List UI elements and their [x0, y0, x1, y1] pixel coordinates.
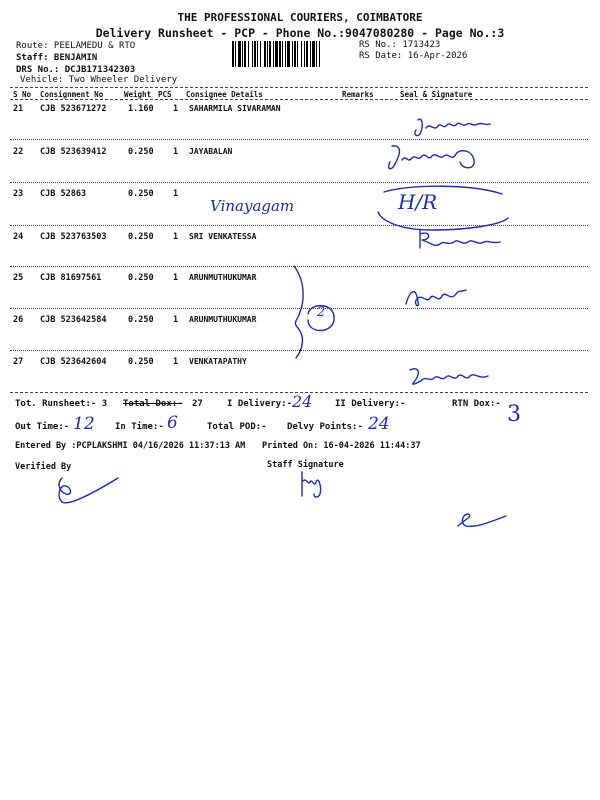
row-weight: 0.250	[128, 147, 154, 157]
row-weight: 0.250	[128, 273, 154, 283]
row-consignment: CJB 52863	[40, 189, 87, 199]
printed-on: Printed On: 16-04-2026 11:44:37	[262, 441, 421, 451]
runsheet-subtitle: Delivery Runsheet - PCP - Phone No.:9047080280 - Page No.:3	[95, 26, 505, 40]
row-consignment: CJB 523642584	[40, 315, 107, 325]
signature-row22	[382, 140, 482, 180]
rs-date: RS Date: 16-Apr-2026	[359, 51, 468, 61]
staff-label: Staff: BENJAMIN	[16, 53, 98, 63]
bracket-rows-25-27	[258, 262, 338, 362]
verified-by-label: Verified By	[15, 462, 72, 472]
route-label: Route: PEELAMEDU & RTO	[16, 41, 136, 51]
row-weight: 0.250	[128, 189, 154, 199]
row-pcs: 1	[173, 147, 179, 157]
col-consignment: Consignment No	[40, 90, 104, 99]
row-sno: 25	[13, 273, 24, 283]
delvy-points-value: 24	[368, 414, 390, 434]
out-time-label: Out Time:-	[15, 422, 70, 432]
handwritten-circled-count: 2	[317, 305, 326, 320]
verified-by-signature	[52, 470, 122, 508]
row-consignment: CJB 81697561	[40, 273, 102, 283]
col-weight: Weight	[124, 90, 152, 99]
row-pcs: 1	[173, 189, 179, 199]
in-time-value: 6	[167, 413, 178, 433]
header-top-rule	[10, 87, 588, 88]
row-weight: 1.160	[128, 104, 154, 114]
row-consignment: CJB 523671272	[40, 104, 107, 114]
in-time-label: In Time:-	[115, 422, 164, 432]
row-pcs: 1	[173, 315, 179, 325]
row-consignment: CJB 523642604	[40, 357, 107, 367]
col-seal-signature: Seal & Signature	[400, 90, 473, 99]
row-pcs: 1	[173, 357, 179, 367]
row-consignee: SAHARMILA SIVARAMAN	[189, 104, 281, 113]
signature-row21	[410, 112, 500, 142]
row-sno: 26	[13, 315, 24, 325]
row-consignee: ARUNMUTHUKUMAR	[189, 273, 257, 282]
total-dox-value: 27	[192, 399, 203, 409]
company-title: THE PROFESSIONAL COURIERS, COIMBATORE	[177, 11, 423, 24]
row-weight: 0.250	[128, 232, 154, 242]
ii-delivery-label: II Delivery:-	[335, 399, 406, 409]
row-sno: 22	[13, 147, 24, 157]
rtn-dox-value: 3	[507, 402, 521, 427]
row-sno: 21	[13, 104, 24, 114]
handwritten-row23-name: Vinayagam	[210, 197, 295, 215]
out-time-value: 12	[73, 414, 95, 434]
row-pcs: 1	[173, 232, 179, 242]
i-delivery-value: 24	[292, 392, 313, 411]
col-pcs: PCS	[158, 90, 172, 99]
total-pod-label: Total POD:-	[207, 422, 267, 432]
handwritten-hr-mark: H/R	[398, 190, 438, 214]
rs-number: RS No.: 1713423	[359, 40, 441, 50]
row-weight: 0.250	[128, 315, 154, 325]
row-pcs: 1	[173, 104, 179, 114]
corner-mark	[450, 496, 510, 534]
row-sno: 24	[13, 232, 24, 242]
rtn-dox-label: RTN Dox:-	[452, 399, 501, 409]
signature-row27	[404, 362, 494, 390]
entered-by: Entered By :PCPLAKSHMI 04/16/2026 11:37:13 AM	[15, 441, 246, 451]
signature-row25	[400, 282, 470, 314]
col-consignee: Consignee Details	[186, 90, 263, 99]
row-consignee: ARUNMUTHUKUMAR	[189, 315, 257, 324]
row-sno: 27	[13, 357, 24, 367]
row-divider	[10, 139, 588, 140]
col-remarks: Remarks	[342, 90, 374, 99]
row-weight: 0.250	[128, 357, 154, 367]
col-sno: S No	[13, 90, 32, 99]
tot-runsheet: Tot. Runsheet:- 3	[15, 399, 108, 409]
row-consignment: CJB 523763503	[40, 232, 107, 242]
signature-row24	[410, 226, 505, 254]
barcode-image	[232, 41, 352, 67]
vehicle-label: Vehicle: Two Wheeler Delivery	[20, 75, 178, 85]
row-consignee: SRI VENKATESSA	[189, 232, 257, 241]
i-delivery-label: I Delivery:-	[227, 399, 293, 409]
row-pcs: 1	[173, 273, 179, 283]
delvy-points-label: Delvy Points:-	[287, 422, 363, 432]
row-consignee: VENKATAPATHY	[189, 357, 247, 366]
row-consignment: CJB 523639412	[40, 147, 107, 157]
staff-signature-label: Staff Signature	[267, 460, 344, 470]
row-sno: 23	[13, 189, 24, 199]
row-consignee: JAYABALAN	[189, 147, 233, 156]
total-dox-label: Total Dox:-	[123, 399, 183, 409]
drs-number: DRS No.: DCJB171342303	[16, 65, 136, 75]
header-bottom-rule	[10, 99, 588, 100]
staff-signature	[296, 468, 326, 502]
